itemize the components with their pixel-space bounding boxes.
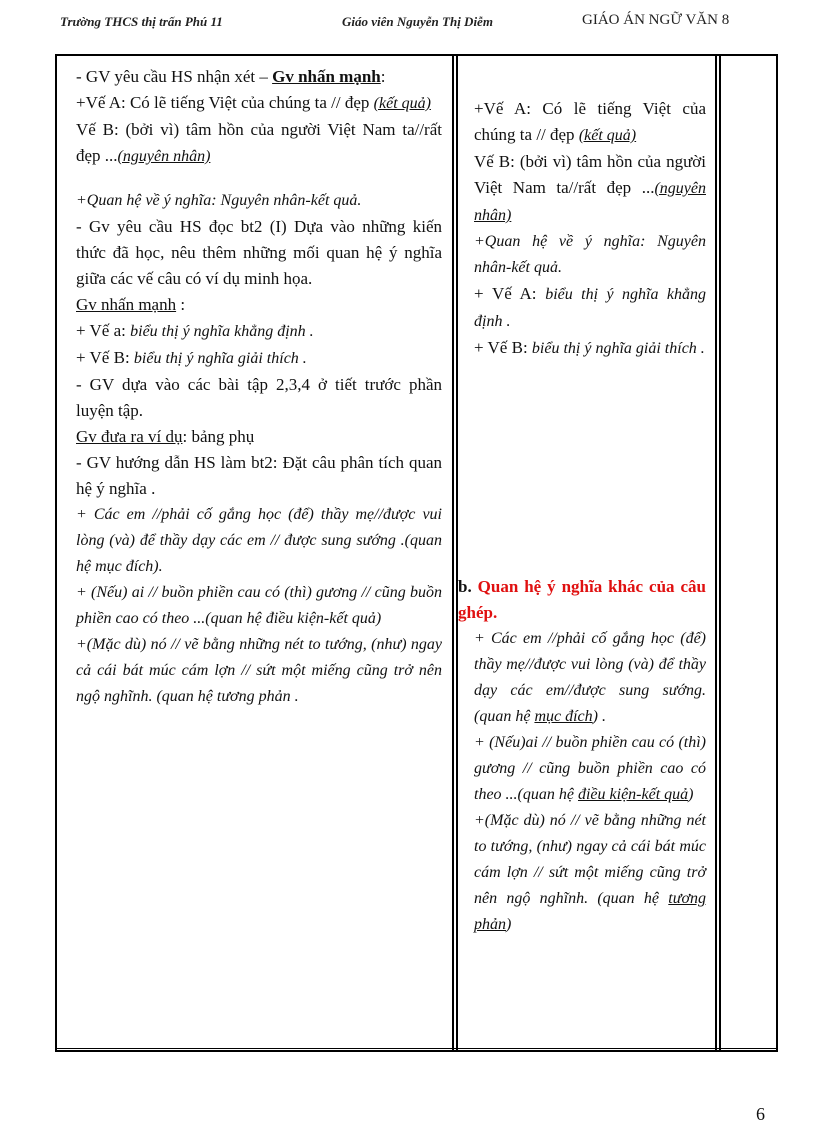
- left-para-11: - GV hướng dẫn HS làm bt2: Đặt câu phân tích quan hệ ý nghĩa .: [76, 453, 442, 498]
- left-para-4: +Quan hệ về ý nghĩa: Nguyên nhân-kết quả.: [76, 192, 362, 209]
- mid-para-5: + Vế B: biểu thị ý nghĩa giải thích .: [474, 338, 705, 357]
- section-heading-b: b. Quan hệ ý nghĩa khác của câu ghép.: [458, 577, 706, 622]
- column-divider-1: [452, 54, 454, 1052]
- left-para-14: +(Mặc dù) nó // vẽ bằng những nét to tướng, (như) ngay cả cái bát múc cám lợn // sứt một miếng cũng trở nên ngộ nghĩnh. (quan hệ tương phản .: [76, 636, 442, 705]
- page-number: 6: [756, 1104, 765, 1124]
- left-para-7: + Vế a: biểu thị ý nghĩa khẳng định .: [76, 321, 314, 340]
- left-para-6: Gv nhấn mạnh :: [76, 295, 186, 314]
- left-para-1: - GV yêu cầu HS nhận xét – Gv nhấn mạnh:: [76, 67, 386, 86]
- mid-para-6: + Các em //phải cố gắng học (để) thầy mẹ//được vui lòng (và) để thầy dạy các em//được sung sướng.(quan hệ mục đích) .: [474, 630, 706, 725]
- mid-para-2: Vế B: (bởi vì) tâm hồn của người Việt Nam ta//rất đẹp ...(nguyên nhân): [474, 152, 706, 224]
- content-column-top: [474, 96, 706, 362]
- mid-para-4: + Vế A: biểu thị ý nghĩa khẳng định .: [474, 284, 706, 330]
- content-column-bottom: [458, 574, 706, 938]
- left-para-3: Vế B: (bởi vì) tâm hồn của người Việt Nam ta//rất đẹp ...(nguyên nhân): [76, 120, 442, 165]
- left-para-5: - Gv yêu cầu HS đọc bt2 (I) Dựa vào những kiến thức đã học, nêu thêm những mối quan hệ ý nghĩa giữa các vế câu có ví dụ minh họa.: [76, 217, 442, 288]
- table-bottom-rule: [55, 1048, 778, 1049]
- mid-para-1: +Vế A: Có lẽ tiếng Việt của chúng ta // đẹp (kết quả): [474, 99, 706, 144]
- column-divider-2b: [719, 54, 721, 1052]
- header-school: Trường THCS thị trấn Phú 11: [60, 14, 223, 29]
- header-title: GIÁO ÁN NGỮ VĂN 8: [582, 12, 730, 28]
- column-divider-2: [715, 54, 717, 1052]
- left-para-12: + Các em //phải cố gắng học (để) thầy mẹ//được vui lòng (và) để thầy dạy các em // được sung sướng .(quan hệ mục đích).: [76, 506, 442, 575]
- header-teacher: Giáo viên Nguyễn Thị Diễm: [342, 14, 493, 29]
- left-para-8: + Vế B: biểu thị ý nghĩa giải thích .: [76, 348, 307, 367]
- mid-para-7: + (Nếu)ai // buồn phiền cau có (thì) gương // cũng buồn phiền cao có theo ...(quan hệ điều kiện-kết quả): [474, 734, 706, 803]
- left-para-10: Gv đưa ra ví dụ: bảng phụ: [76, 427, 255, 446]
- left-para-9: - GV dựa vào các bài tập 2,3,4 ở tiết trước phần luyện tập.: [76, 375, 442, 420]
- teacher-activity-column: [76, 64, 442, 710]
- mid-para-3: +Quan hệ về ý nghĩa: Nguyên nhân-kết quả.: [474, 233, 706, 276]
- left-para-13: + (Nếu) ai // buồn phiền cau có (thì) gương // cũng buồn phiền cao có theo ...(quan hệ điều kiện-kết quả): [76, 584, 442, 627]
- mid-para-8: +(Mặc dù) nó // vẽ bằng những nét to tướng, (như) ngay cả cái bát múc cám lợn // sứt một miếng cũng trở nên ngộ nghĩnh. (quan hệ tương phản): [474, 812, 706, 933]
- left-para-2: +Vế A: Có lẽ tiếng Việt của chúng ta // đẹp (kết quả): [76, 93, 431, 112]
